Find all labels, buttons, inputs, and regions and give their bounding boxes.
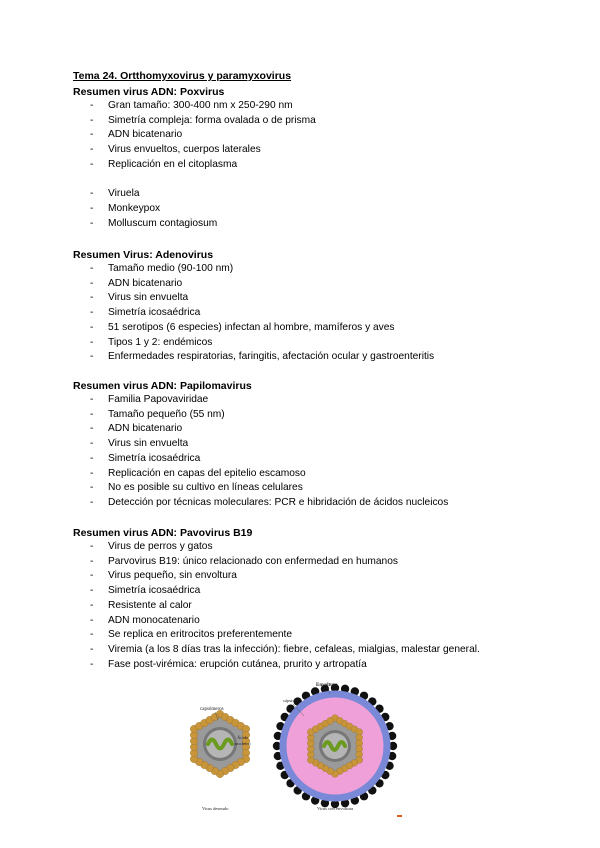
list-item: - ADN monocatenario — [73, 614, 573, 629]
section-poxvirus — [73, 85, 573, 231]
label-acido: Ácido — [237, 735, 249, 740]
red-mark — [397, 815, 402, 817]
capsomere-bead — [211, 713, 219, 721]
section-papilomavirus — [73, 379, 573, 511]
label-virus-desnudo: Virus desnudo — [202, 806, 229, 811]
list-item: - Virus envueltos, cuerpos laterales — [73, 143, 573, 158]
list-item: - Virus sin envuelta — [73, 291, 573, 306]
label-nucleico: nucleico — [235, 741, 251, 746]
list-item: - Simetría icosaédrica — [73, 452, 573, 467]
label-capsides: cápsides — [283, 698, 299, 703]
list-item: - Tamaño medio (90-100 nm) — [73, 262, 573, 277]
list-item: - Resistente al calor — [73, 599, 573, 614]
list-item: - ADN bicatenario — [73, 128, 573, 143]
list-item: - Parvovirus B19: único relacionado con enfermedad en humanos — [73, 555, 573, 570]
list-item: - Detección por técnicas moleculares: PCR e hibridación de ácidos nucleicos — [73, 496, 573, 511]
bullet-list — [73, 262, 573, 365]
list-item: - Simetría icosaédrica — [73, 584, 573, 599]
list-item: - Molluscum contagiosum — [73, 217, 573, 232]
list-item: - Replicación en el citoplasma — [73, 158, 573, 173]
list-item: - Viruela — [73, 187, 573, 202]
list-item: - Viremia (a los 8 días tras la infección): fiebre, cefaleas, mialgias, malestar general. — [73, 643, 573, 658]
list-item: - Virus de perros y gatos — [73, 540, 573, 555]
list-item: - No es posible su cultivo en líneas celulares — [73, 481, 573, 496]
virus-diagram — [180, 676, 420, 818]
list-item: - Enfermedades respiratorias, faringitis, afectación ocular y gastroenteritis — [73, 350, 573, 365]
section-heading: Resumen virus ADN: Papilomavirus — [73, 380, 252, 392]
list-item: - Replicación en capas del epitelio escamoso — [73, 467, 573, 482]
list-item: - Gran tamaño: 300-400 nm x 250-290 nm — [73, 99, 573, 114]
virus-structure-figure — [180, 676, 420, 818]
list-item: - 51 serotipos (6 especies) infectan al hombre, mamíferos y aves — [73, 321, 573, 336]
list-item: - Virus pequeño, sin envoltura — [73, 569, 573, 584]
section-heading: Resumen virus ADN: Poxvirus — [73, 86, 225, 98]
list-item: - Familia Papovaviridae — [73, 393, 573, 408]
document-title: Tema 24. Ortthomyxovirus y paramyxovirus — [73, 70, 292, 82]
list-item: - Monkeypox — [73, 202, 573, 217]
list-item: - Simetría icosaédrica — [73, 306, 573, 321]
bullet-list — [73, 540, 573, 672]
label-capsomeros: capsómeros — [200, 707, 224, 712]
list-item: - Fase post-virémica: erupción cutánea, prurito y artropatía — [73, 658, 573, 673]
list-item: - ADN bicatenario — [73, 422, 573, 437]
section-heading: Resumen Virus: Adenovirus — [73, 249, 214, 261]
section-adenovirus — [73, 248, 573, 365]
list-item: - Se replica en eritrocitos preferentemente — [73, 628, 573, 643]
bullet-list — [73, 393, 573, 511]
list-item: - Tipos 1 y 2: endémicos — [73, 336, 573, 351]
label-envoltura: Envoltura — [316, 683, 338, 688]
section-parvovirus — [73, 526, 573, 672]
list-item: - ADN bicatenario — [73, 277, 573, 292]
list-item: - Virus sin envuelta — [73, 437, 573, 452]
capsomere-bead — [327, 717, 334, 724]
list-item: - Tamaño pequeño (55 nm) — [73, 408, 573, 423]
bullet-list — [73, 99, 573, 231]
list-item: - Simetría compleja: forma ovalada o de prisma — [73, 114, 573, 129]
label-virus-envuelto: Virus con envoltura — [317, 806, 354, 811]
section-heading: Resumen virus ADN: Pavovirus B19 — [73, 527, 253, 539]
